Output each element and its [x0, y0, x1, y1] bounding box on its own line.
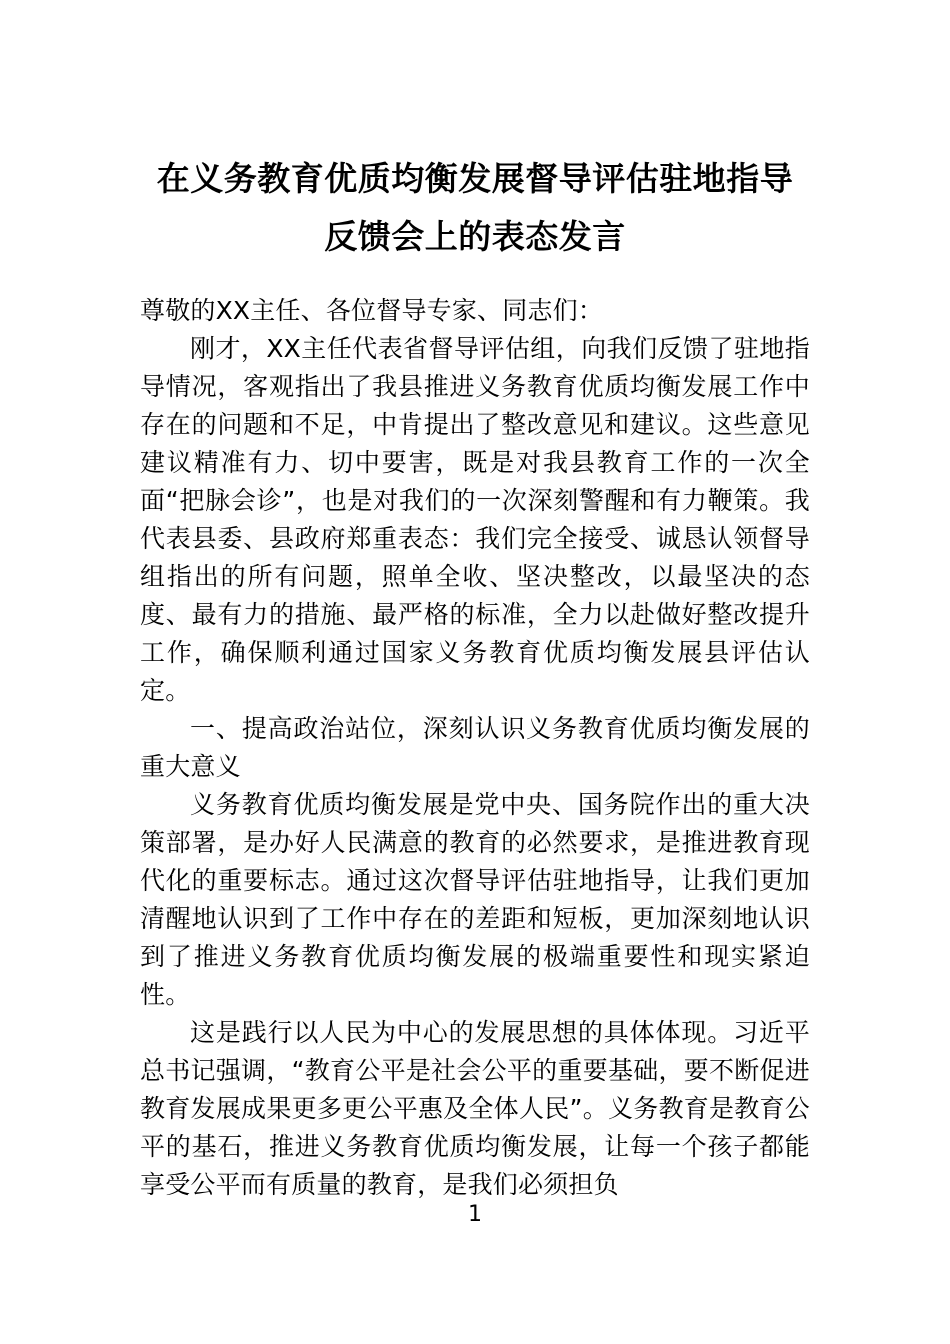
page-title: 在义务教育优质均衡发展督导评估驻地指导反馈会上的表态发言	[156, 159, 794, 256]
body-paragraph: 这是践行以人民为中心的发展思想的具体体现。习近平总书记强调，“教育公平是社会公平的重要基础，要不断促进教育发展成果更多更公平惠及全体人民”。义务教育是教育公平的基石，推进义务教育优质均衡发展，让每一个孩子都能享受公平而有质量的教育，是我们必须担负	[140, 1017, 810, 1199]
section-heading-one: 一、提高政治站位，深刻认识义务教育优质均衡发展的重大意义	[140, 713, 810, 781]
body-paragraph: 义务教育优质均衡发展是党中央、国务院作出的重大决策部署，是办好人民满意的教育的必然要求，是推进教育现代化的重要标志。通过这次督导评估驻地指导，让我们更加清醒地认识到了工作中存在的差距和短板，更加深刻地认识到了推进义务教育优质均衡发展的极端重要性和现实紧迫性。	[140, 789, 810, 1009]
body-paragraph: 刚才，XX主任代表省督导评估组，向我们反馈了驻地指导情况，客观指出了我县推进义务教育优质均衡发展工作中存在的问题和不足，中肯提出了整改意见和建议。这些意见建议精准有力、切中要害，既是对我县教育工作的一次全面“把脉会诊”，也是对我们的一次深刻警醒和有力鞭策。我代表县委、县政府郑重表态：我们完全接受、诚恳认领督导组指出的所有问题，照单全收、坚决整改，以最坚决的态度、最有力的措施、最严格的标准，全力以赴做好整改提升工作，确保顺利通过国家义务教育优质均衡发展县评估认定。	[140, 333, 810, 705]
salutation-line: 尊敬的XX主任、各位督导专家、同志们：	[140, 295, 604, 325]
page-number: 1	[468, 1202, 482, 1227]
